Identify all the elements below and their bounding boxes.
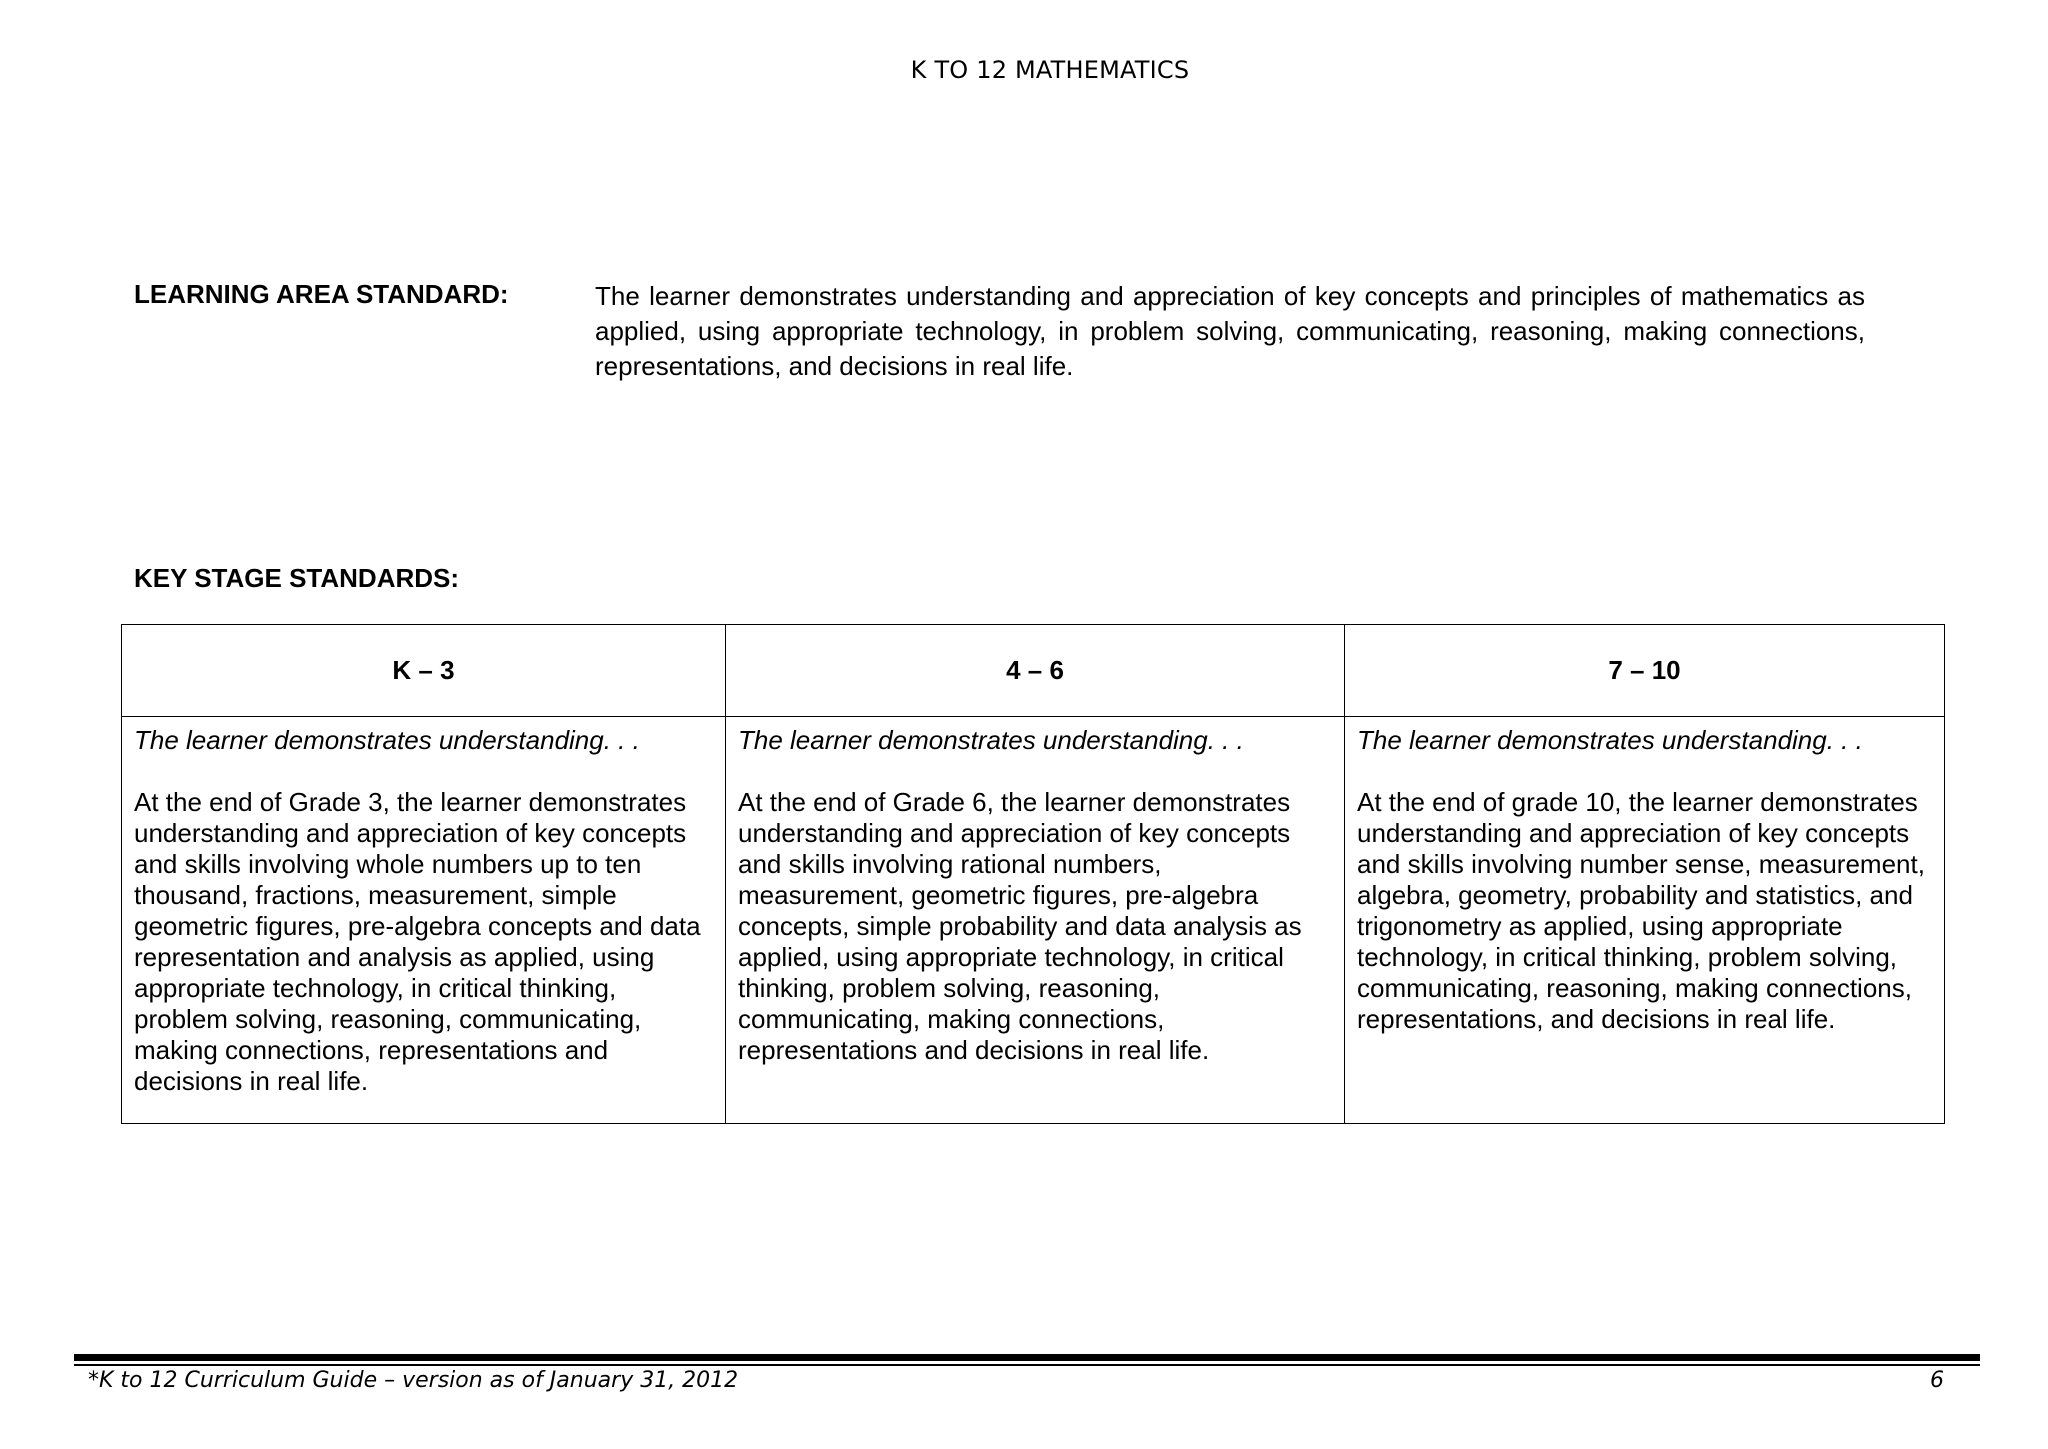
column-header-7-10: 7 – 10 (1345, 625, 1945, 717)
table-row (122, 717, 1945, 1124)
page-number: 6 (1930, 1368, 1944, 1393)
cell-intro: The learner demonstrates understanding. . . (738, 725, 1244, 755)
cell-standard-text: At the end of Grade 6, the learner demonstrates understanding and appreciation of key concepts and skills involving rational numbers, measurement, geometric figures, pre-algebra concepts, simple probability and data analysis as applied, using appropriate technology, in critical thinking, problem solving, reasoning, communicating, making connections, representations and decisions in real life. (738, 787, 1302, 1065)
cell-standard-text: At the end of grade 10, the learner demonstrates understanding and appreciation of key concepts and skills involving number sense, measurement, algebra, geometry, probability and statistics, and trigonometry as applied, using appropriate technology, in critical thinking, problem solving, communicating, reasoning, making connections, representations, and decisions in real life. (1357, 787, 1925, 1034)
cell-7-10 (1345, 717, 1945, 1124)
footer-divider-thick (74, 1354, 1980, 1361)
page-header-title: K TO 12 MATHEMATICS (910, 56, 1190, 84)
cell-standard-text: At the end of Grade 3, the learner demonstrates understanding and appreciation of key concepts and skills involving whole numbers up to ten thousand, fractions, measurement, simple geometric figures, pre-algebra concepts and data representation and analysis as applied, using appropriate technology, in critical thinking, problem solving, reasoning, communicating, making connections, representations and decisions in real life. (134, 787, 701, 1096)
table-header-row (122, 625, 1945, 717)
footer-version-note: *K to 12 Curriculum Guide – version as of January 31, 2012 (88, 1368, 739, 1393)
learning-area-standard-label: LEARNING AREA STANDARD: (134, 279, 509, 309)
footer-divider-thin (74, 1364, 1980, 1366)
cell-intro: The learner demonstrates understanding. . . (134, 725, 640, 755)
cell-k-3 (122, 717, 726, 1124)
cell-intro: The learner demonstrates understanding. . . (1357, 725, 1863, 755)
learning-area-standard-text: The learner demonstrates understanding and appreciation of key concepts and principles of mathematics as applied, using appropriate technology, in problem solving, communicating, reasoning, making connections, representations, and decisions in real life. (595, 281, 1865, 381)
cell-4-6 (726, 717, 1345, 1124)
column-header-k-3: K – 3 (122, 625, 726, 717)
column-header-4-6: 4 – 6 (726, 625, 1345, 717)
key-stage-standards-label: KEY STAGE STANDARDS: (134, 563, 460, 593)
key-stage-standards-table (121, 624, 1945, 1124)
